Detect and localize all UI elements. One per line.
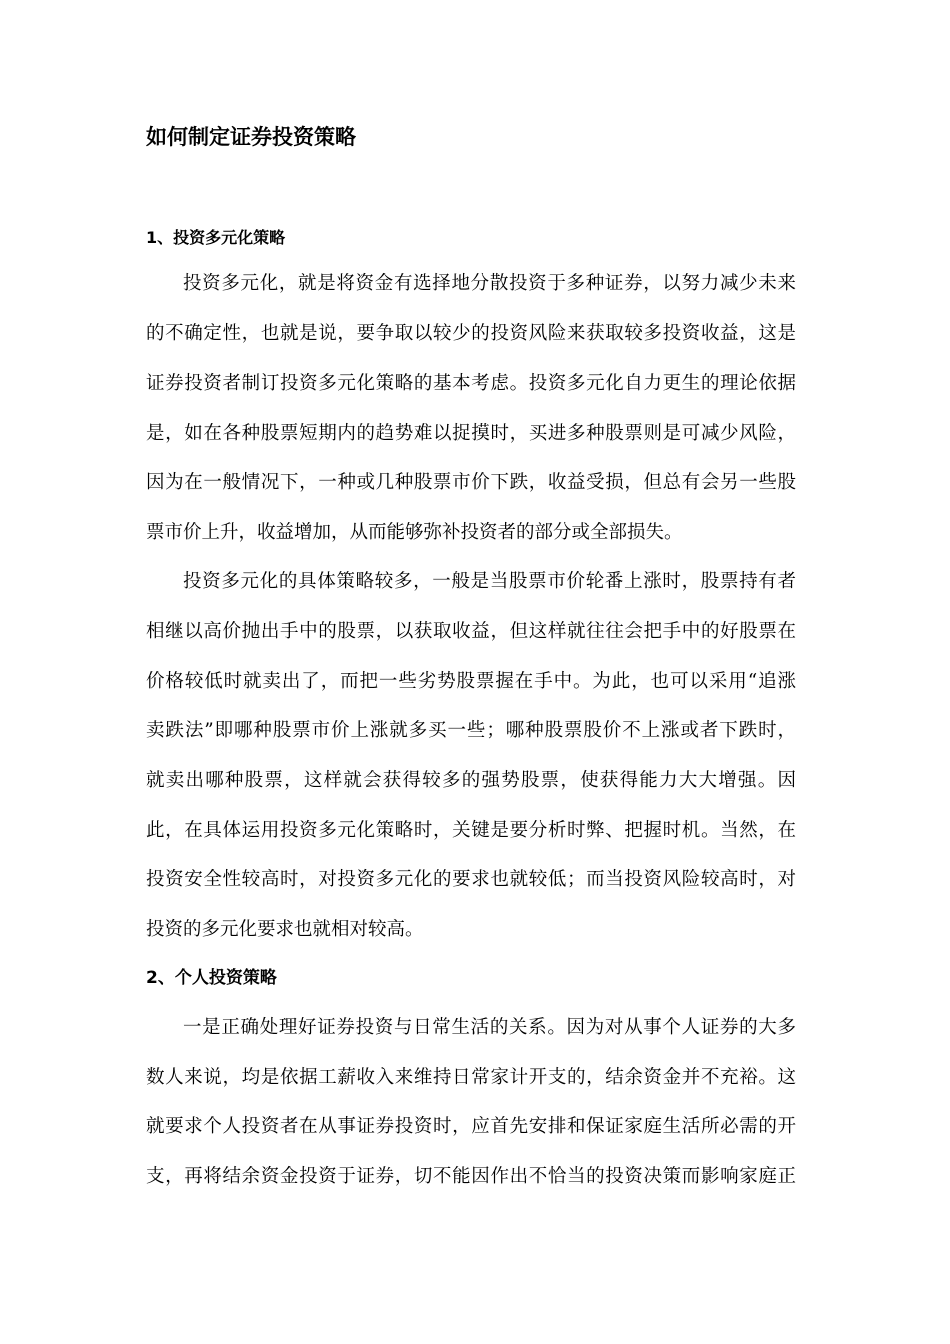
text-line: 相继以高价抛出手中的股票，以获取收益，但这样就往往会把手中的好股票在	[146, 621, 796, 642]
text-line: 投资多元化的具体策略较多，一般是当股票市价轮番上涨时，股票持有者	[183, 571, 796, 592]
text-line: 支，再将结余资金投资于证券，切不能因作出不恰当的投资决策而影响家庭正	[146, 1166, 796, 1187]
text-line: 投资的多元化要求也就相对较高。	[146, 919, 424, 940]
text-line: 卖跌法”即哪种股票市价上涨就多买一些；哪种股票股价不上涨或者下跌时，	[146, 720, 796, 741]
text-line: 票市价上升，收益增加，从而能够弥补投资者的部分或全部损失。	[146, 522, 683, 543]
section-heading: 1、投资多元化策略	[146, 228, 286, 247]
section-heading: 2、个人投资策略	[146, 968, 277, 988]
text-line: 是，如在各种股票短期内的趋势难以捉摸时，买进多种股票则是可减少风险，	[146, 423, 796, 444]
text-line: 价格较低时就卖出了，而把一些劣势股票握在手中。为此，也可以采用“追涨	[146, 671, 796, 692]
text-line: 数人来说，均是依据工薪收入来维持日常家计开支的，结余资金并不充裕。这	[146, 1067, 796, 1088]
text-line: 投资安全性较高时，对投资多元化的要求也就较低；而当投资风险较高时，对	[146, 869, 796, 890]
text-line: 一是正确处理好证券投资与日常生活的关系。因为对从事个人证券的大多	[183, 1017, 796, 1038]
text-line: 就卖出哪种股票，这样就会获得较多的强势股票，使获得能力大大增强。因	[146, 770, 796, 791]
text-line: 投资多元化，就是将资金有选择地分散投资于多种证券，以努力减少未来	[183, 273, 796, 294]
text-line: 证券投资者制订投资多元化策略的基本考虑。投资多元化自力更生的理论依据	[146, 373, 796, 394]
text-line: 因为在一般情况下，一种或几种股票市价下跌，收益受损，但总有会另一些股	[146, 472, 796, 493]
document-title: 如何制定证券投资策略	[146, 125, 356, 149]
text-line: 此，在具体运用投资多元化策略时，关键是要分析时弊、把握时机。当然，在	[146, 820, 796, 841]
text-line: 的不确定性，也就是说，要争取以较少的投资风险来获取较多投资收益，这是	[146, 323, 796, 344]
text-line: 就要求个人投资者在从事证券投资时，应首先安排和保证家庭生活所必需的开	[146, 1116, 796, 1137]
